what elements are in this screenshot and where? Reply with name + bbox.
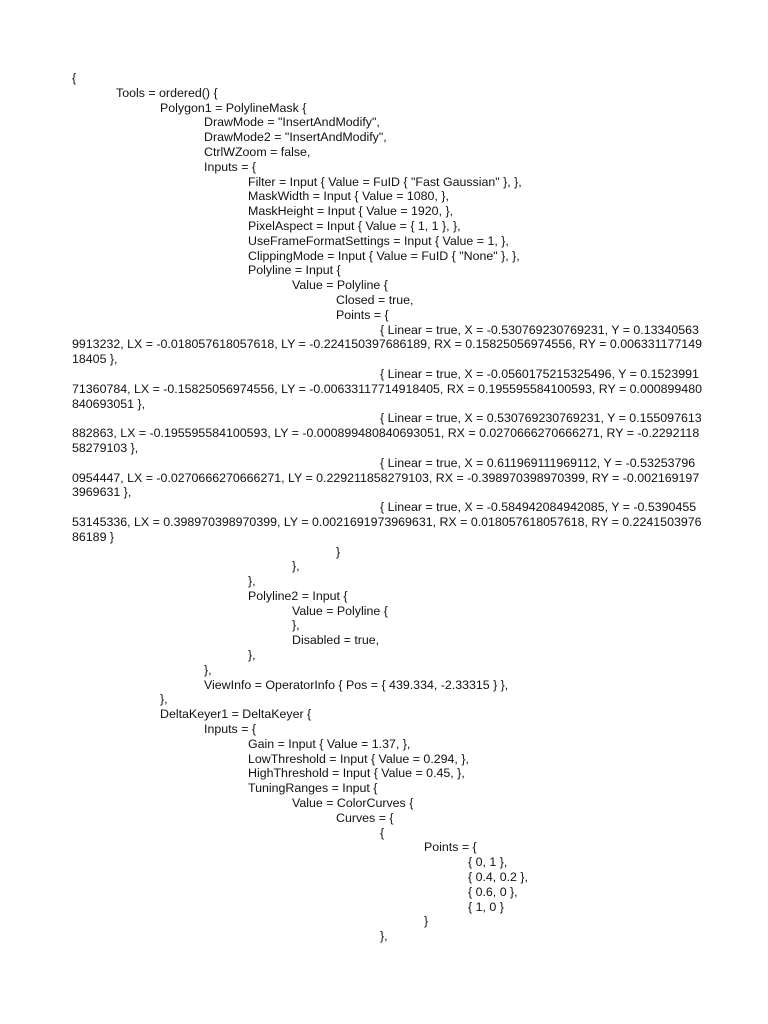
code-line: Polyline2 = Input { bbox=[72, 588, 348, 603]
code-line: { Linear = true, X = 0.530769230769231, Y = 0.155097613882863, LX = -0.195595584100593, LY = -0.000899480840693051, RX = 0.0270666270666271, RY = -0.229211858279103 }, bbox=[72, 411, 702, 455]
code-line: Inputs = { bbox=[72, 722, 257, 737]
code-line: Value = ColorCurves { bbox=[72, 796, 414, 811]
code-line: ClippingMode = Input { Value = FuID { "None" }, }, bbox=[72, 248, 520, 263]
code-line: }, bbox=[72, 662, 212, 677]
code-line: { Linear = true, X = -0.584942084942085, Y = -0.539045553145336, LX = 0.398970398970399, LY = 0.0021691973969631, RX = 0.018057618057618, RY = 0.224150397686189 } bbox=[72, 500, 702, 544]
code-line: ViewInfo = OperatorInfo { Pos = { 439.334, -2.33315 } }, bbox=[72, 677, 509, 692]
code-line: { bbox=[72, 825, 385, 840]
code-line: { Linear = true, X = -0.530769230769231, Y = 0.133405639913232, LX = -0.018057618057618, LY = -0.224150397686189, RX = 0.15825056974556, RY = 0.00633117714918405 }, bbox=[72, 322, 702, 367]
code-line: TuningRanges = Input { bbox=[72, 781, 378, 796]
code-line: DrawMode2 = "InsertAndModify", bbox=[72, 130, 387, 145]
code-line: }, bbox=[72, 559, 300, 574]
code-line: Filter = Input { Value = FuID { "Fast Gaussian" }, }, bbox=[72, 174, 522, 189]
code-text-block bbox=[72, 71, 702, 944]
code-line: Tools = ordered() { bbox=[72, 85, 218, 100]
code-line: Closed = true, bbox=[72, 292, 414, 307]
code-line: LowThreshold = Input { Value = 0.294, }, bbox=[72, 751, 469, 766]
code-line: Value = Polyline { bbox=[72, 278, 388, 293]
code-line: }, bbox=[72, 574, 256, 589]
code-line: Points = { bbox=[72, 840, 477, 855]
code-line: { 0, 1 }, bbox=[72, 855, 508, 870]
code-line: Disabled = true, bbox=[72, 633, 380, 648]
code-line: }, bbox=[72, 929, 388, 944]
code-line: Curves = { bbox=[72, 810, 394, 825]
code-line: PixelAspect = Input { Value = { 1, 1 }, }, bbox=[72, 218, 461, 233]
code-line: { bbox=[72, 71, 77, 85]
code-line: MaskHeight = Input { Value = 1920, }, bbox=[72, 204, 454, 219]
code-line: UseFrameFormatSettings = Input { Value = 1, }, bbox=[72, 233, 509, 248]
code-line: { Linear = true, X = -0.0560175215325496, Y = 0.152399171360784, LX = -0.15825056974556, LY = -0.00633117714918405, RX = 0.195595584100593, RY = 0.000899480840693051 }, bbox=[72, 366, 702, 411]
code-line: CtrlWZoom = false, bbox=[72, 144, 311, 159]
code-line: } bbox=[72, 544, 341, 559]
code-line: MaskWidth = Input { Value = 1080, }, bbox=[72, 189, 449, 204]
code-line: DrawMode = "InsertAndModify", bbox=[72, 115, 380, 130]
code-line: Value = Polyline { bbox=[72, 603, 388, 618]
code-line: HighThreshold = Input { Value = 0.45, }, bbox=[72, 766, 465, 781]
code-line: { 1, 0 } bbox=[72, 899, 504, 914]
code-line: Points = { bbox=[72, 307, 389, 322]
code-line: }, bbox=[72, 618, 300, 633]
code-line: Inputs = { bbox=[72, 159, 257, 174]
code-line: { 0.4, 0.2 }, bbox=[72, 870, 528, 885]
code-line: { 0.6, 0 }, bbox=[72, 884, 518, 899]
code-line: { Linear = true, X = 0.611969111969112, Y = -0.532537960954447, LX = -0.0270666270666271, LY = 0.229211858279103, RX = -0.398970398970399, RY = -0.0021691973969631 }, bbox=[72, 455, 700, 500]
code-line: } bbox=[72, 914, 429, 929]
code-line: Gain = Input { Value = 1.37, }, bbox=[72, 736, 411, 751]
code-line: Polyline = Input { bbox=[72, 263, 341, 278]
code-line: DeltaKeyer1 = DeltaKeyer { bbox=[72, 707, 312, 722]
code-line: }, bbox=[72, 692, 168, 707]
code-line: Polygon1 = PolylineMask { bbox=[72, 100, 307, 115]
code-line: }, bbox=[72, 648, 256, 663]
